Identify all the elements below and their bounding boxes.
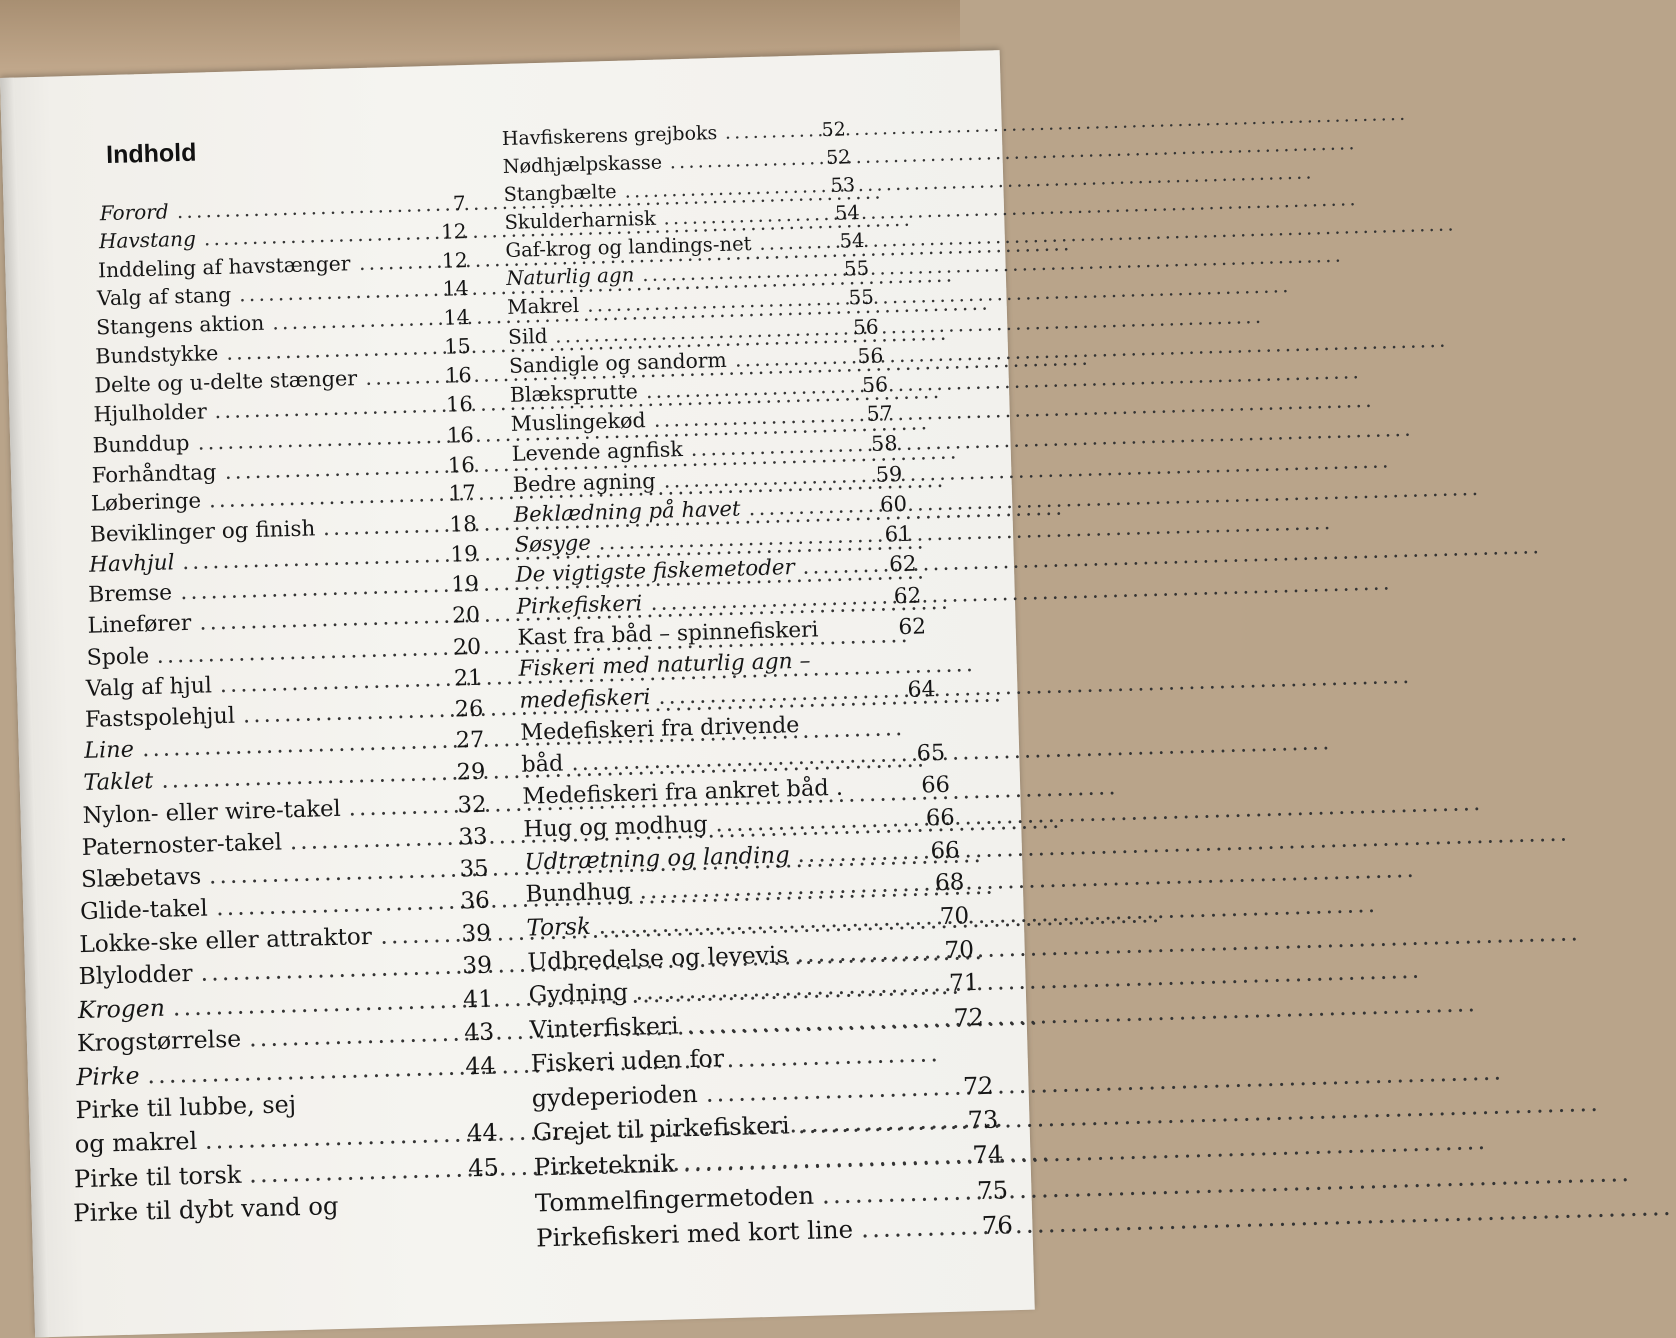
toc-leader-dots: [802, 551, 851, 579]
toc-entry-label: Nødhjælpskasse: [502, 150, 663, 179]
toc-page-number: 21: [453, 664, 483, 692]
toc-page-number: 65: [916, 740, 946, 767]
toc-page-number: 12: [441, 247, 468, 273]
toc-entry-label: Bedre agning: [512, 468, 656, 497]
toc-page-number: 54: [839, 228, 865, 253]
toc-entry-label: Havfiskerens grejboks: [501, 121, 718, 151]
toc-entry-label: Havhjul: [88, 550, 175, 578]
toc-leader-dots: [224, 452, 393, 483]
toc-page-number: 59: [875, 461, 903, 487]
toc-page-number: 52: [825, 145, 851, 170]
toc-entry-label: Bundstykke: [94, 340, 219, 369]
toc-page-number: 19: [450, 541, 479, 568]
toc-leader-dots: [690, 431, 831, 461]
toc-leader-dots: [172, 985, 411, 1018]
toc-leader-dots: [682, 1139, 937, 1173]
toc-leader-dots: [821, 1174, 942, 1204]
toc-page-number: 17: [448, 481, 477, 508]
toc-leader-dots: [289, 823, 406, 853]
toc-entry-label: Vinterfiskeri: [529, 1011, 680, 1044]
toc-leader-dots: [686, 1002, 918, 1035]
toc-page-number: 27: [455, 727, 485, 754]
toc-page-number: 74: [971, 1140, 1004, 1169]
toc-entry-label: Levende agnfisk: [511, 437, 684, 466]
toc-entry-label: Gydning: [528, 978, 629, 1010]
toc-page-number: 7: [452, 191, 467, 216]
toc-leader-dots: [156, 634, 399, 667]
toc-entry-label: Udbredelse og levevis: [527, 941, 789, 976]
toc-page-number: 62: [893, 583, 922, 609]
toc-leader-dots: [249, 1018, 413, 1049]
toc-page-number: 20: [451, 602, 481, 629]
toc-entry-label: Beviklinger og finish: [89, 515, 316, 548]
toc-leader-dots: [748, 491, 841, 520]
toc-page-number: 53: [830, 173, 856, 197]
toc-entry-label: Glide-takel: [79, 895, 209, 926]
toc-entry-label: Pirke: [75, 1061, 140, 1091]
toc-entry-label: Line: [83, 736, 135, 765]
page-spine: [0, 78, 49, 1338]
toc-leader-dots: [663, 461, 836, 492]
toc-entry-label: Krogstørrelse: [76, 1024, 242, 1058]
toc-leader-dots: [624, 173, 789, 204]
toc-page-number: 16: [446, 421, 475, 448]
toc-entry-label: Spole: [86, 643, 150, 671]
toc-entry-label: Tommelfingermetoden: [534, 1180, 815, 1218]
toc-page-number: 16: [444, 363, 472, 388]
toc-page-number: 16: [447, 451, 476, 478]
toc-page-number: 14: [443, 304, 470, 330]
toc-entry-label: Gaf-krog og landings-net: [505, 232, 752, 262]
toc-page-number: 18: [449, 511, 478, 538]
toc-page-number: 72: [962, 1071, 994, 1101]
toc-leader-dots: [587, 285, 808, 318]
toc-entry-label: Fastspolehjul: [84, 702, 236, 733]
toc-leader-dots: [199, 603, 398, 635]
toc-page-number: 52: [821, 118, 847, 142]
toc-entry-label: Pirke til lubbe, sej: [75, 1090, 297, 1125]
toc-page-number: 16: [445, 392, 474, 418]
toc-leader-dots: [226, 334, 389, 365]
toc-leader-dots: [653, 401, 827, 432]
toc-page-number: 35: [459, 855, 490, 883]
toc-page-number: 45: [467, 1153, 500, 1182]
book-page: [0, 50, 1035, 1337]
toc-page-number: 56: [852, 314, 879, 339]
toc-page-number: 73: [967, 1105, 999, 1135]
toc-page-number: 55: [848, 285, 875, 310]
toc-leader-dots: [658, 676, 870, 708]
toc-entry-label: Bremse: [88, 580, 173, 609]
toc-entry-label: gydeperioden: [531, 1079, 699, 1113]
toc-page-number: 26: [454, 695, 484, 723]
toc-leader-dots: [176, 191, 384, 223]
toc-entry-label: Sild: [507, 323, 548, 349]
toc-entry-label: Stangbælte: [503, 179, 617, 206]
toc-entry-label: Hug og modhug: [523, 811, 708, 843]
toc-page-number: 12: [440, 219, 467, 244]
toc-entry-label: Pirke til torsk: [73, 1160, 242, 1193]
toc-leader-dots: [759, 229, 799, 257]
toc-leader-dots: [209, 855, 407, 887]
toc-leader-dots: [645, 372, 822, 403]
toc-entry-label: Beklædning på havet: [513, 495, 741, 527]
toc-page-number: 14: [442, 276, 469, 301]
toc-entry-label: Krogen: [77, 993, 166, 1025]
toc-entry-label: Linefører: [87, 610, 192, 639]
toc-leader-dots: [663, 201, 794, 231]
toc-leader-dots: [180, 572, 397, 605]
toc-entry-label: Pirke til dybt vand og: [72, 1190, 339, 1227]
toc-page-number: 72: [953, 1003, 985, 1032]
toc-entry-label: Lokke-ske eller attraktor: [79, 922, 373, 958]
toc-page-number: 66: [930, 837, 960, 864]
toc-leader-dots: [200, 952, 410, 984]
toc-leader-dots: [642, 257, 804, 288]
toc-page-number: 36: [460, 887, 491, 915]
toc-page-number: 70: [939, 902, 970, 930]
toc-entry-label: Torsk: [526, 913, 592, 942]
toc-entry-label: Naturlig agn: [505, 263, 635, 291]
toc-entry-label: Delte og u-delte stænger: [94, 366, 358, 398]
toc-entry-label: Medefiskeri fra drivende: [520, 712, 800, 746]
toc-page-number: 44: [466, 1118, 499, 1148]
toc-page-number: 41: [462, 984, 494, 1014]
toc-page-number: 70: [943, 935, 975, 964]
toc-leader-dots: [735, 343, 818, 372]
toc-page-number: 54: [834, 200, 861, 225]
toc-leader-dots: [724, 118, 780, 146]
toc-entry-label: medefiskeri: [519, 684, 651, 714]
toc-leader-dots: [204, 1119, 416, 1151]
toc-leader-dots: [669, 146, 784, 176]
toc-entry-label: Slæbetavs: [80, 863, 202, 893]
toc-entry-label: Pirketeknik: [533, 1149, 676, 1182]
toc-leader-dots: [323, 512, 396, 540]
toc-page-number: 44: [464, 1051, 496, 1080]
toc-entry-label: Valg af stang: [96, 282, 232, 311]
toc-page-number: 56: [861, 372, 889, 397]
toc-entry-label: Paternoster-takel: [81, 829, 283, 861]
toc-entry-label: Grejet til pirkefiskeri: [532, 1111, 791, 1147]
toc-leader-dots: [214, 393, 391, 424]
toc-entry-label: Skulderharnisk: [504, 206, 657, 234]
toc-entry-label: Havstang: [98, 226, 197, 254]
toc-page-number: 55: [843, 257, 870, 281]
toc-page-number: 60: [879, 490, 908, 517]
toc-entry-label: Fiskeri uden for: [530, 1044, 725, 1078]
toc-entry-label: Forord: [99, 199, 169, 226]
toc-entry-label: Valg af hjul: [85, 672, 213, 702]
toc-entry-label: Muslingekød: [510, 408, 646, 437]
toc-entry-label: Pirkefiskeri: [516, 590, 643, 620]
toc-entry-label: Søsyge: [514, 530, 592, 558]
toc-page-number: 62: [898, 614, 927, 640]
toc-page-number: 43: [463, 1017, 495, 1047]
toc-page-number: 68: [934, 869, 965, 897]
toc-entry-label: Medefiskeri fra ankret båd .: [522, 775, 844, 811]
toc-page-number: 62: [888, 551, 917, 578]
toc-entry-label: Taklet: [83, 767, 154, 796]
toc-leader-dots: [365, 363, 390, 390]
toc-entry-label: Bunddup: [92, 429, 190, 458]
toc-entry-label: og makrel: [74, 1126, 198, 1159]
toc-leader-dots: [598, 521, 846, 554]
toc-leader-dots: [715, 803, 889, 834]
toc-leader-dots: [182, 542, 396, 574]
toc-leader-dots: [797, 1104, 932, 1134]
toc-page-number: 33: [458, 823, 488, 851]
toc-page-number: 32: [457, 791, 487, 819]
toc-entry-label: Makrel: [506, 293, 580, 319]
toc-leader-dots: [358, 248, 386, 275]
toc-leader-dots: [216, 887, 408, 919]
toc-entry-label: Løberinge: [90, 488, 202, 518]
toc-page-number: 57: [866, 401, 894, 427]
toc-page-number: 56: [857, 343, 884, 368]
toc-leader-dots: [348, 791, 405, 819]
toc-page-number: 66: [925, 804, 956, 832]
toc-leader-dots: [197, 422, 392, 454]
toc-leader-dots: [239, 276, 387, 307]
toc-page-number: 20: [452, 634, 482, 661]
page-title: Indhold: [105, 138, 197, 170]
toc-entry-label: Forhåndtag: [91, 458, 217, 488]
toc-page-number: 39: [460, 919, 492, 948]
toc-page-number: 39: [461, 951, 493, 980]
toc-page-number: 66: [920, 772, 951, 800]
toc-entry-label: Hjulholder: [93, 399, 208, 427]
toc-page-number: 76: [981, 1209, 1014, 1240]
toc-entry-label: Blæksprutte: [509, 379, 639, 407]
toc-page-number: 19: [450, 572, 480, 598]
toc-left-column: [43, 189, 500, 1230]
toc-entry-label: Stangens aktion: [95, 310, 265, 340]
toc-leader-dots: [380, 920, 409, 947]
toc-leader-dots: [208, 482, 394, 514]
toc-leader-dots: [161, 759, 404, 792]
toc-entry-label: Udtrætning og landing: [524, 841, 791, 876]
toc-page-number: 75: [976, 1174, 1009, 1205]
toc-page-number: 29: [456, 758, 486, 786]
toc-leader-dots: [272, 305, 388, 335]
toc-entry-label: Sandigle og sandorm: [508, 347, 728, 378]
toc-leader-dots: [650, 582, 855, 614]
toc-entry-label: Blylodder: [78, 960, 193, 991]
toc-page-number: 64: [907, 676, 936, 703]
toc-leader-dots: [796, 935, 908, 965]
toc-entry-label: Pirkefiskeri med kort line: [535, 1214, 854, 1253]
toc-leader-dots: [219, 665, 400, 697]
toc-leader-dots: [705, 1070, 927, 1103]
toc-entry-label: Kast fra båd – spinnefiskeri: [517, 617, 819, 651]
toc-leader-dots: [249, 1152, 418, 1183]
toc-page-number: [886, 642, 930, 643]
toc-leader-dots: [203, 220, 385, 252]
toc-leader-dots: [797, 836, 894, 865]
toc-entry-label: Inddeling af havstænger: [97, 250, 351, 282]
toc-leader-dots: [243, 696, 402, 727]
toc-right-column: [501, 114, 1014, 1256]
toc-page-number: 15: [444, 333, 471, 359]
toc-page-number: [896, 705, 940, 706]
toc-page-number: 71: [948, 968, 980, 998]
toc-page-number: 58: [870, 431, 898, 456]
toc-leader-dots: [860, 1209, 947, 1238]
toc-entry-label: Nylon- eller wire-takel: [82, 795, 342, 829]
toc-page-number: 61: [884, 521, 913, 547]
toc-entry-label: De vigtigste fiskemetoder: [515, 554, 796, 588]
toc-entry-label: Fiskeri med naturlig agn –: [518, 648, 811, 682]
toc-entry-label: båd: [521, 750, 564, 778]
toc-entry-label: Bundhug: [525, 879, 632, 909]
